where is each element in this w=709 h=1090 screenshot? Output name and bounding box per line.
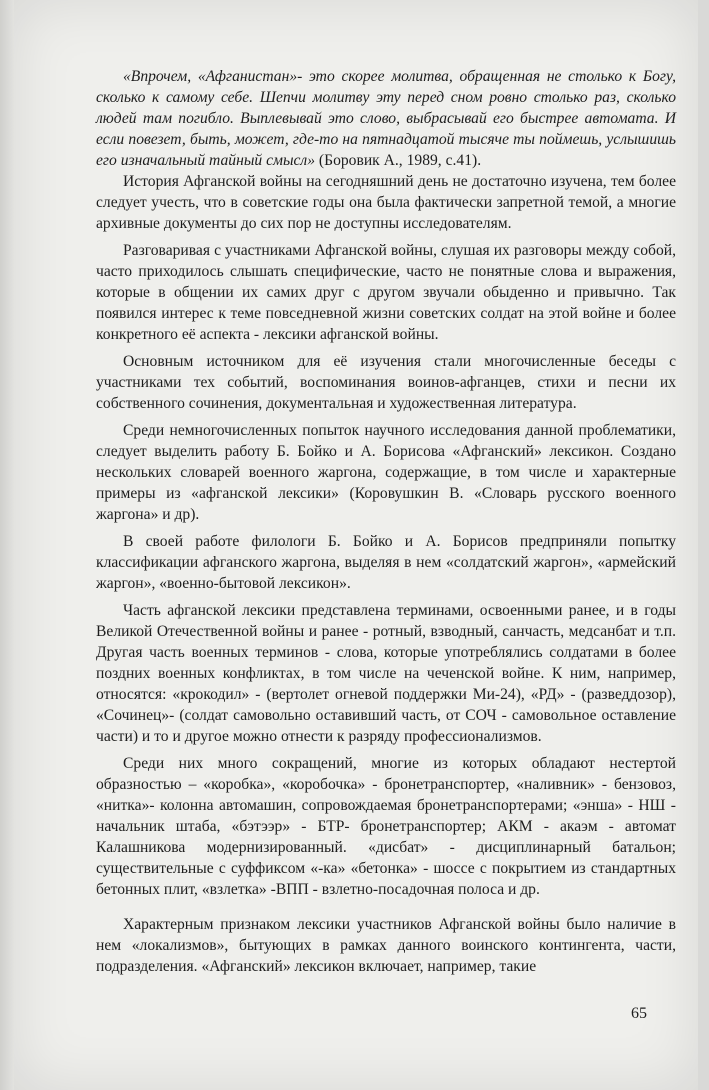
paragraph: История Афганской войны на сегодняшний день не достаточно изучена, тем более следует учесть, что в советские годы она была фактически запретной темой, а многие архивные документы до сих пор не доступны исследователям.	[96, 173, 676, 232]
paragraph: Основным источником для её изучения стали многочисленные беседы с участниками тех событий, воспоминания воинов-афганцев, стихи и песни их собственного сочинения, документальная и художественная литература.	[96, 353, 676, 412]
epigraph-paragraph	[96, 66, 676, 171]
adjacent-page-edge	[0, 0, 14, 1090]
paragraph: Среди немногочисленных попыток научного исследования данной проблематики, следует выделить работу Б. Бойко и А. Борисова «Афганский» лексикон. Создано нескольких словарей военного жаргона, содержащие, в том числе и характерные примеры из «афганской лексики» (Коровушкин В. «Словарь русского военного жаргона» и др).	[96, 422, 676, 523]
book-page	[14, 0, 698, 1090]
paragraph: Часть афганской лексики представлена терминами, освоенными ранее, и в годы Великой Отечественной войны и ранее - ротный, взводный, санчасть, медсанбат и т.п. Другая часть военных терминов - слова, которые употреблялись солдатами в более поздних военных конфликтах, в том числе на чеченской войне. К ним, например, относятся: «крокодил» - (вертолет огневой поддержки Ми-24), «РД» - (разведдозор), «Сочинец»- (солдат самовольно оставивший часть, от СОЧ - самовольное оставление части) и то и другое можно отнести к разряду профессионализмов.	[96, 602, 676, 745]
epigraph-citation: (Боровик А., 1989, с.41).	[315, 152, 482, 169]
page-body	[96, 66, 676, 977]
epigraph-quote: «Впрочем, «Афганистан»- это скорее молитва, обращенная не столько к Богу, сколько к самому себе. Шепчи молитву эту перед сном ровно столько раз, сколько людей там погибло. Выплевывай это слово, выбрасывай его быстрее автомата. И если повезет, быть, может, где-то на пятнадцатой тысяче ты поймешь, услышишь его изначальный тайный смысл»	[96, 68, 676, 169]
paragraph: Среди них много сокращений, многие из которых обладают нестертой образностью – «коробка», «коробочка» - бронетранспортер, «наливник» - бензовоз, «нитка»- колонна автомашин, сопровождаемая бронетранспортерами; «энша» - НШ - начальник штаба, «бэтээр» - БТР- бронетранспортер; АКМ - акаэм - автомат Калашникова модернизированный. «дисбат» - дисциплинарный батальон; существительные с суффиксом «-ка» «бетонка» - шоссе с покрытием из стандартных бетонных плит, «взлетка» -ВПП - взлетно-посадочная полоса и др.	[96, 755, 676, 898]
paragraph: В своей работе филологи Б. Бойко и А. Борисов предприняли попытку классификации афганского жаргона, выделяя в нем «солдатский жаргон», «армейский жаргон», «военно-бытовой лексикон».	[96, 533, 676, 592]
page-number: 65	[631, 1005, 647, 1022]
paragraph: Разговаривая с участниками Афганской войны, слушая их разговоры между собой, часто приходилось слышать специфические, часто не понятные слова и выражения, которые в общении их самих друг с другом звучали обыденно и привычно. Так появился интерес к теме повседневной жизни советских солдат на этой войне и более конкретного её аспекта - лексики афганской войны.	[96, 242, 676, 343]
paragraph: Характерным признаком лексики участников Афганской войны было наличие в нем «локализмов», бытующих в рамках данного воинского контингента, части, подразделения. «Афганский» лексикон включает, например, такие	[96, 916, 676, 975]
